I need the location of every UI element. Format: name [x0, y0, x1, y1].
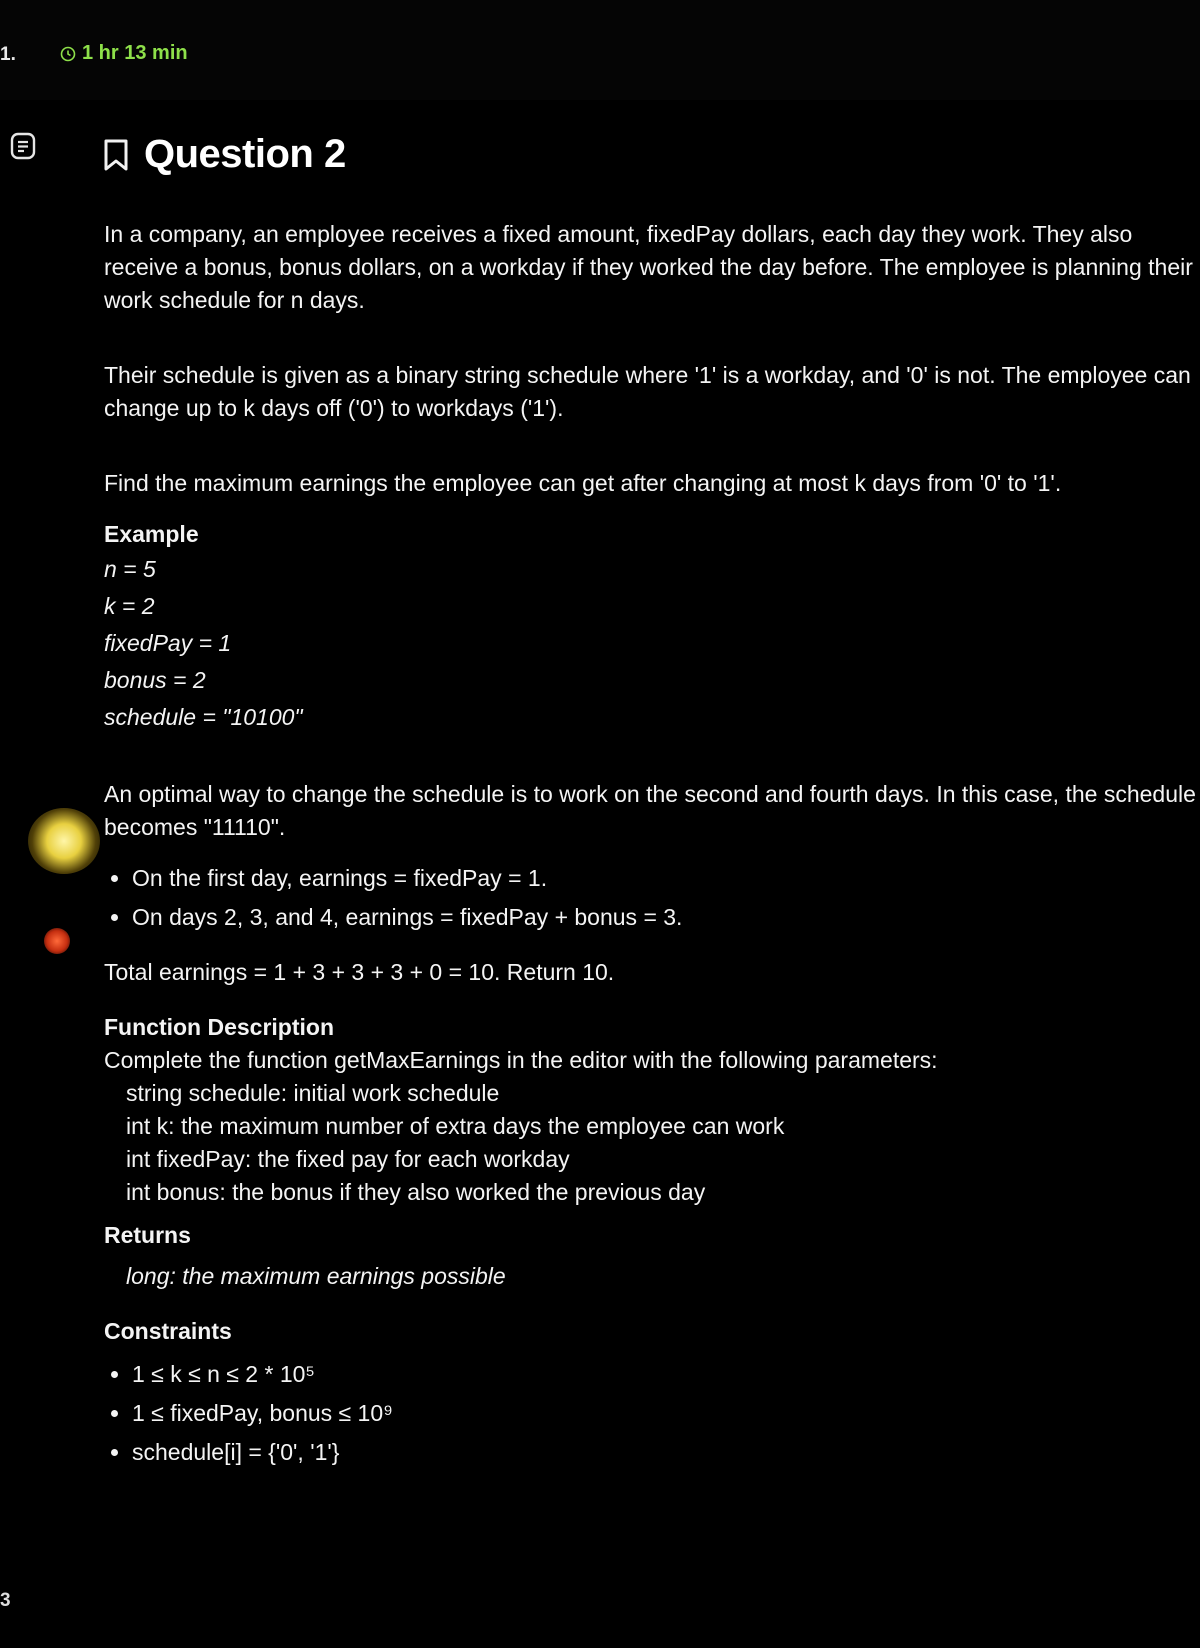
example-explanation: An optimal way to change the schedule is to work on the second and fourth days. In this case, the schedule becomes "11110". — [104, 781, 1196, 840]
question-index[interactable]: 1. — [0, 44, 16, 65]
description-paragraph-1: In a company, an employee receives a fixed amount, fixedPay dollars, each day they work. They also receive a bonus, bonus dollars, on a workday if they worked the day before. The employee is planning their work schedule for n days. — [104, 221, 1193, 313]
sidebar-index[interactable]: 3 — [0, 1590, 11, 1611]
document-icon[interactable] — [10, 132, 36, 160]
example-values — [104, 551, 1200, 736]
example-total: Total earnings = 1 + 3 + 3 + 3 + 0 = 10. Return 10. — [104, 959, 615, 985]
list-item: • 1 ≤ fixedPay, bonus ≤ 10⁹ — [132, 1397, 1200, 1430]
constraints-heading: Constraints — [104, 1318, 232, 1344]
parameter-item: int bonus: the bonus if they also worked the previous day — [126, 1179, 706, 1205]
returns-text: long: the maximum earnings possible — [126, 1263, 506, 1289]
returns-heading: Returns — [104, 1222, 191, 1248]
parameter-item: string schedule: initial work schedule — [126, 1080, 500, 1106]
example-line: fixedPay = 1 — [104, 630, 232, 656]
page-title: Question 2 — [144, 132, 346, 176]
list-item: • On the first day, earnings = fixedPay = 1. — [132, 862, 1200, 895]
light-glare-red — [44, 928, 70, 954]
example-line: k = 2 — [104, 593, 155, 619]
example-heading: Example — [104, 521, 199, 547]
timer-text: 1 hr 13 min — [82, 42, 188, 64]
parameter-item: int k: the maximum number of extra days the employee can work — [126, 1113, 785, 1139]
function-parameters — [104, 1077, 1200, 1209]
question-header — [102, 132, 346, 177]
clock-icon — [60, 46, 76, 62]
example-bullets — [104, 862, 1200, 934]
list-item: • 1 ≤ k ≤ n ≤ 2 * 10⁵ — [132, 1358, 1200, 1391]
timer — [60, 42, 188, 65]
list-item: • On days 2, 3, and 4, earnings = fixedPay + bonus = 3. — [132, 901, 1200, 934]
description-paragraph-3: Find the maximum earnings the employee can get after changing at most k days from '0' to '1'. — [104, 470, 1062, 496]
function-description-heading: Function Description — [104, 1014, 334, 1040]
light-glare — [28, 808, 100, 874]
constraints-list — [104, 1358, 1200, 1469]
bookmark-icon[interactable] — [102, 138, 130, 172]
function-description-intro: Complete the function getMaxEarnings in the editor with the following parameters: — [104, 1047, 938, 1073]
example-line: n = 5 — [104, 556, 156, 582]
example-line: schedule = "10100" — [104, 704, 303, 730]
question-body — [104, 218, 1200, 1483]
description-paragraph-2: Their schedule is given as a binary string schedule where '1' is a workday, and '0' is not. The employee can change up to k days off ('0') to workdays ('1'). — [104, 362, 1191, 421]
parameter-item: int fixedPay: the fixed pay for each workday — [126, 1146, 570, 1172]
list-item: • schedule[i] = {'0', '1'} — [132, 1436, 1200, 1469]
example-line: bonus = 2 — [104, 667, 206, 693]
